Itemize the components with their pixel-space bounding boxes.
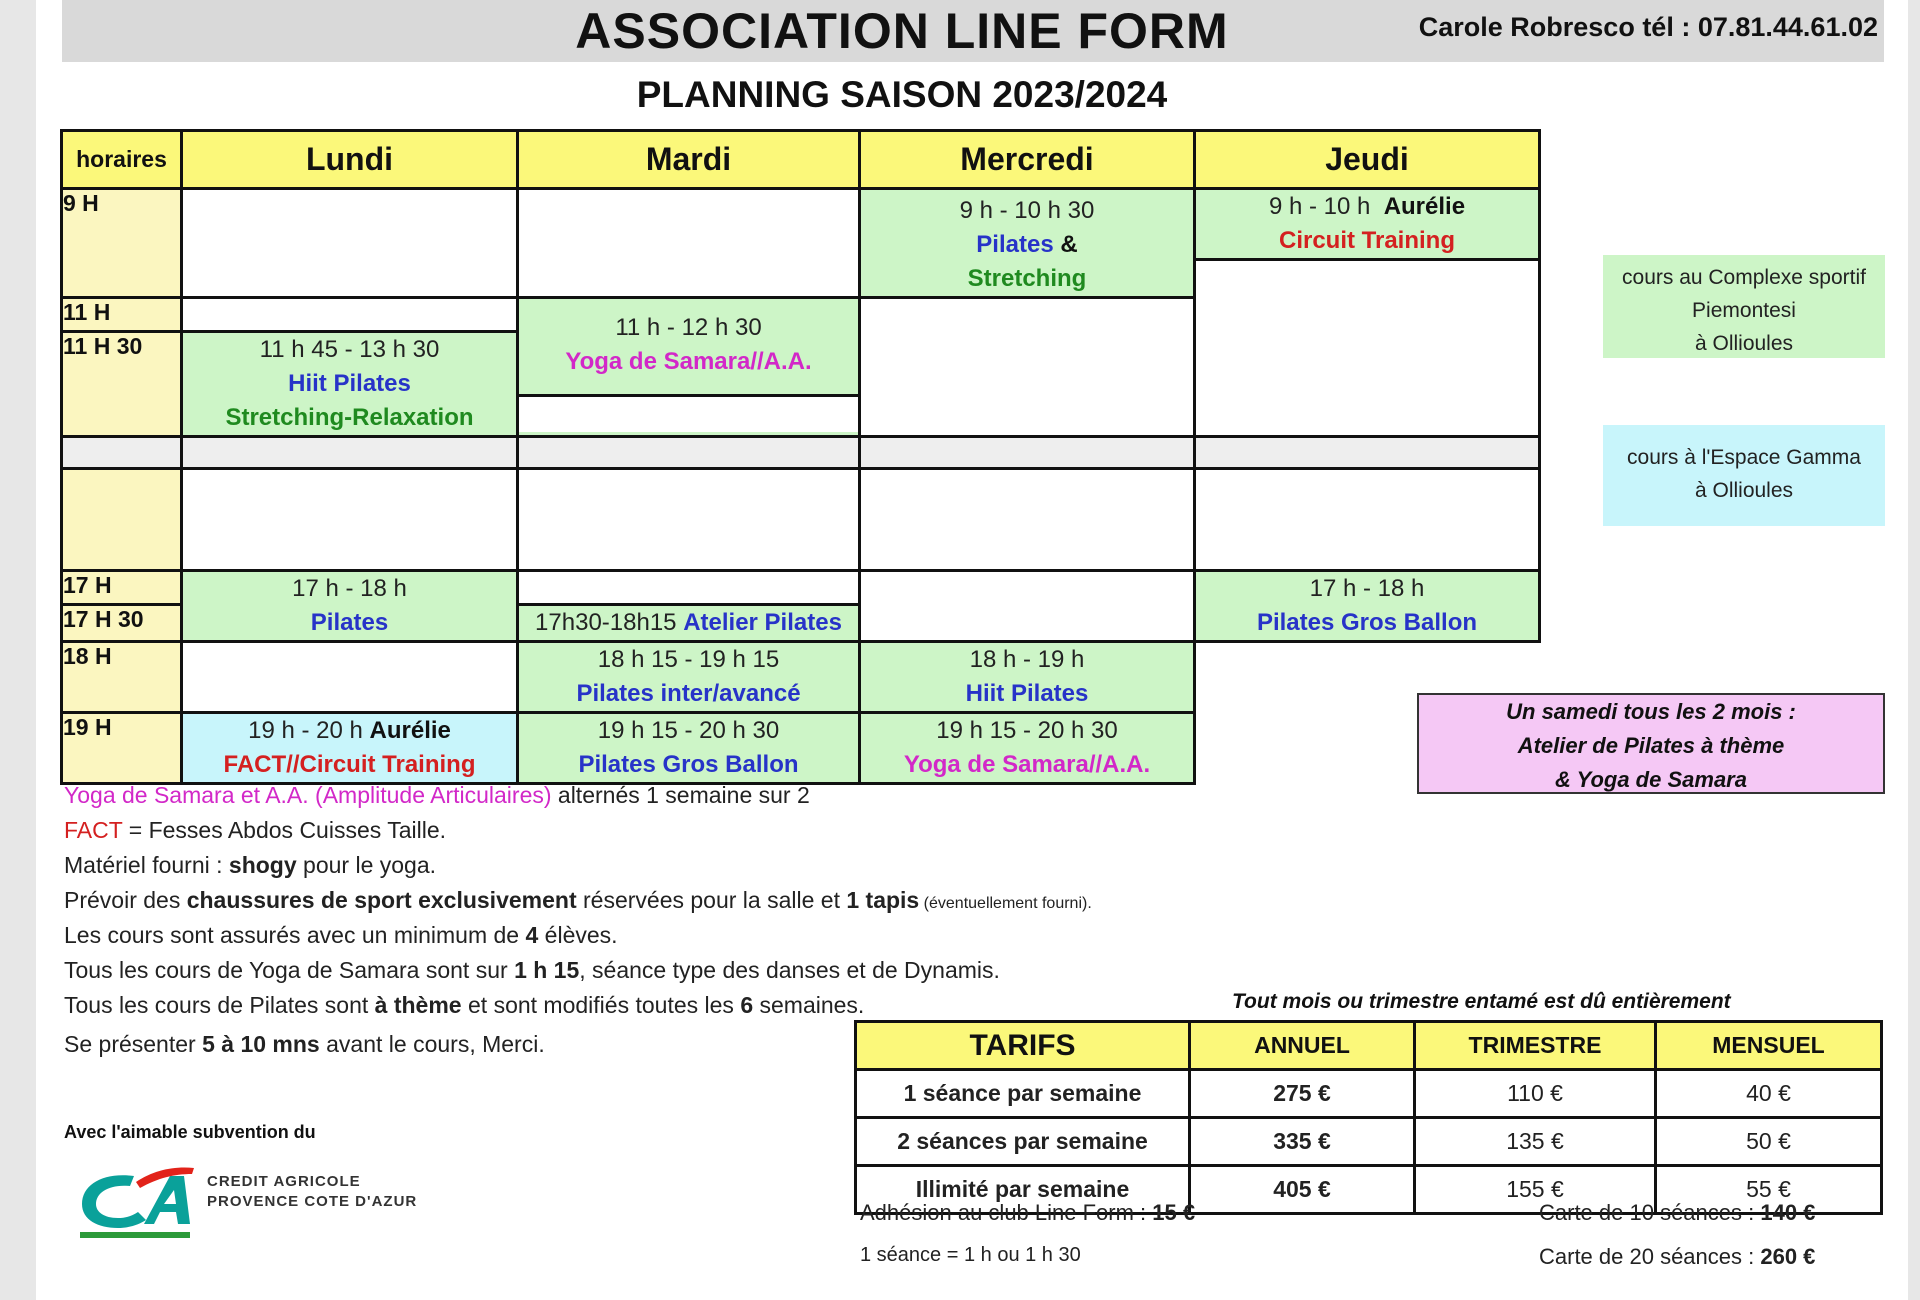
jeudi-17h-name: Pilates Gros Ballon bbox=[1256, 609, 1478, 636]
cell-lundi-11h30 bbox=[182, 332, 518, 437]
carte-20: Carte de 20 séances : 260 € bbox=[1539, 1244, 1816, 1269]
mercredi-9h-name: Pilates bbox=[976, 231, 1054, 258]
note-presenter: Se présenter 5 à 10 mns avant le cours, Merci. bbox=[64, 1031, 545, 1057]
header-jeudi: Jeudi bbox=[1195, 131, 1540, 189]
piemontesi-box: cours au Complexe sportif Piemontesi à Ollioules bbox=[1603, 255, 1885, 358]
header-mardi: Mardi bbox=[518, 131, 860, 189]
cell-mercredi-17h bbox=[860, 571, 1195, 642]
credit-agricole-name: CREDIT AGRICOLE PROVENCE COTE D'AZUR bbox=[207, 1173, 418, 1210]
note-materiel: Matériel fourni : shogy pour le yoga. bbox=[64, 852, 437, 878]
header-mercredi: Mercredi bbox=[860, 131, 1195, 189]
cell-mardi-17h bbox=[518, 571, 860, 605]
cell-lundi-9h bbox=[182, 189, 518, 298]
cell-mardi-9h bbox=[518, 189, 860, 298]
adhesion: Adhésion au club Line Form : 15 € bbox=[860, 1200, 1196, 1225]
time-17h: 17 H bbox=[62, 571, 182, 605]
time-17h30: 17 H 30 bbox=[62, 605, 182, 642]
contact-phone: Carole Robresco tél : 07.81.44.61.02 bbox=[1418, 12, 1878, 42]
cell-mercredi-9h bbox=[860, 189, 1195, 298]
mardi-17h30-name: Atelier Pilates bbox=[683, 609, 842, 636]
seance-note: 1 séance = 1 h ou 1 h 30 bbox=[860, 1244, 1081, 1266]
tarif-note: Tout mois ou trimestre entamé est dû entièrement bbox=[1232, 990, 1731, 1013]
tarif-row: Illimité par semaine 405 € 155 € 55 € bbox=[856, 1166, 1882, 1214]
mercredi-19h-name: Yoga de Samara//A.A. bbox=[903, 751, 1151, 778]
mardi-18h-time: 18 h 15 - 19 h 15 bbox=[597, 646, 780, 673]
tarif-row: 1 séance par semaine 275 € 110 € 40 € bbox=[856, 1070, 1882, 1118]
mercredi-9h-sub: Stretching bbox=[967, 265, 1087, 292]
lundi-11h30-time: 11 h 45 - 13 h 30 bbox=[259, 336, 440, 363]
annuel-header: ANNUEL bbox=[1190, 1022, 1415, 1070]
cell-jeudi-17h bbox=[1195, 571, 1540, 642]
time-11h30: 11 H 30 bbox=[62, 332, 182, 437]
mardi-19h-name: Pilates Gros Ballon bbox=[578, 751, 799, 778]
note-yoga-duree: Tous les cours de Yoga de Samara sont sur 1 h 15, séance type des danses et de Dynamis. bbox=[64, 957, 1000, 983]
lundi-11h30-name: Hiit Pilates bbox=[288, 370, 411, 397]
cell-lundi-19h bbox=[182, 713, 518, 784]
note-fact: FACT = Fesses Abdos Cuisses Taille. bbox=[64, 817, 447, 843]
page-title: ASSOCIATION LINE FORM bbox=[575, 3, 1229, 59]
jeudi-9h-name: Circuit Training bbox=[1278, 227, 1455, 254]
sponsor-intro: Avec l'aimable subvention du bbox=[64, 1122, 316, 1142]
time-9h: 9 H bbox=[62, 189, 182, 298]
note-minimum: Les cours sont assurés avec un minimum de 4 élèves. bbox=[64, 922, 618, 948]
mardi-11h-class bbox=[519, 299, 858, 397]
trimestre-header: TRIMESTRE bbox=[1415, 1022, 1656, 1070]
tarifs-header: TARIFS bbox=[856, 1022, 1190, 1070]
note-pilates-theme: Tous les cours de Pilates sont à thème et sont modifiés toutes les 6 semaines. bbox=[64, 992, 865, 1018]
cell-jeudi-morning bbox=[1195, 189, 1540, 437]
mensuel-header: MENSUEL bbox=[1656, 1022, 1882, 1070]
lundi-17h-time: 17 h - 18 h bbox=[292, 575, 407, 602]
lundi-19h-coach: Aurélie bbox=[369, 717, 451, 744]
tarif-row: 2 séances par semaine 335 € 135 € 50 € bbox=[856, 1118, 1882, 1166]
mardi-11h-name: Yoga de Samara//A.A. bbox=[565, 348, 812, 375]
header-horaires: horaires bbox=[62, 131, 182, 189]
schedule-table bbox=[60, 129, 1541, 785]
mercredi-9h-amp: & bbox=[1060, 231, 1078, 258]
lundi-19h-time: 19 h - 20 h bbox=[248, 717, 363, 744]
planning-page bbox=[36, 0, 1908, 1300]
lundi-19h-name: FACT//Circuit Training bbox=[223, 751, 476, 778]
mercredi-19h-time: 19 h 15 - 20 h 30 bbox=[936, 717, 1118, 744]
gamma-box: cours à l'Espace Gamma à Ollioules bbox=[1603, 425, 1885, 526]
tarifs-table bbox=[854, 1020, 1883, 1215]
cell-lundi-17h bbox=[182, 571, 518, 642]
time-11h: 11 H bbox=[62, 298, 182, 332]
carte-10: Carte de 10 séances : 140 € bbox=[1539, 1200, 1816, 1225]
page-subtitle: PLANNING SAISON 2023/2024 bbox=[636, 74, 1168, 115]
mercredi-18h-time: 18 h - 19 h bbox=[969, 646, 1085, 673]
note-yoga: Yoga de Samara et A.A. (Amplitude Articulaires) alternés 1 semaine sur 2 bbox=[64, 782, 810, 808]
cell-mardi-11h bbox=[518, 298, 860, 437]
jeudi-9h-class bbox=[1196, 190, 1538, 261]
time-19h: 19 H bbox=[62, 713, 182, 784]
mardi-11h-time: 11 h - 12 h 30 bbox=[615, 314, 762, 341]
credit-agricole-logo bbox=[74, 1162, 196, 1242]
time-18h: 18 H bbox=[62, 642, 182, 713]
jeudi-9h-time: 9 h - 10 h bbox=[1268, 193, 1371, 220]
cell-mardi-19h bbox=[518, 713, 860, 784]
lundi-17h-name: Pilates bbox=[310, 609, 389, 636]
mercredi-9h-time: 9 h - 10 h 30 bbox=[959, 197, 1095, 224]
note-chaussures: Prévoir des chaussures de sport exclusivement réservées pour la salle et 1 tapis (éventuellement fourni). bbox=[64, 887, 1092, 913]
cell-mardi-18h bbox=[518, 642, 860, 713]
lundi-11h30-sub: Stretching-Relaxation bbox=[225, 404, 474, 431]
cell-lundi-18h bbox=[182, 642, 518, 713]
cell-mardi-17h30 bbox=[518, 605, 860, 642]
samedi-box: Un samedi tous les 2 mois : Atelier de Pilates à thème & Yoga de Samara bbox=[1417, 693, 1885, 794]
cell-mercredi-18h bbox=[860, 642, 1195, 713]
header-lundi: Lundi bbox=[182, 131, 518, 189]
mardi-17h30-time: 17h30-18h15 bbox=[535, 609, 677, 636]
mardi-19h-time: 19 h 15 - 20 h 30 bbox=[597, 717, 780, 744]
cell-mercredi-11h bbox=[860, 298, 1195, 437]
jeudi-17h-time: 17 h - 18 h bbox=[1309, 575, 1425, 602]
cell-mercredi-19h bbox=[860, 713, 1195, 784]
cell-lundi-11h bbox=[182, 298, 518, 332]
mercredi-18h-name: Hiit Pilates bbox=[965, 680, 1089, 707]
mardi-18h-name: Pilates inter/avancé bbox=[576, 680, 801, 707]
jeudi-9h-coach: Aurélie bbox=[1383, 193, 1466, 220]
